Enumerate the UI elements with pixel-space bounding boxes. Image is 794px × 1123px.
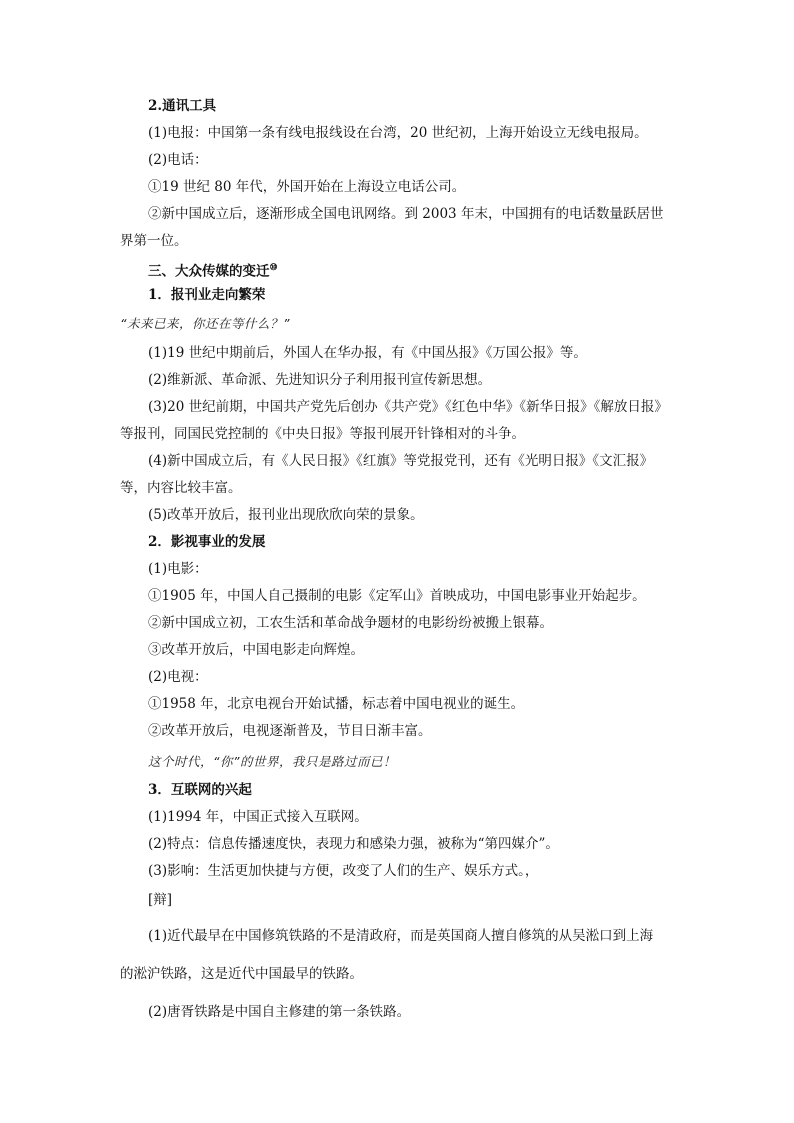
paragraph-debate-2: (2)唐胥铁路是中国自主修建的第一条铁路。 bbox=[148, 1004, 411, 1020]
subheading-internet: 3．互联网的兴起 bbox=[148, 782, 252, 798]
paragraph-news-3-cont: 等报刊，同国民党控制的《中央日报》等报刊展开针锋相对的斗争。 bbox=[120, 426, 525, 442]
section-heading-mass-media bbox=[148, 258, 704, 282]
handwritten-note-2: 这个时代，“你”的世界，我只是路过而已！ bbox=[148, 754, 396, 769]
paragraph-debate-1-cont: 的淞沪铁路，这是近代中国最早的铁路。 bbox=[120, 966, 363, 982]
section-heading-communication-tools: 2.通讯工具 bbox=[148, 98, 217, 114]
handwritten-note-1: “未来已来，你还在等什么？” bbox=[120, 316, 290, 331]
subheading-film-tv: 2．影视事业的发展 bbox=[148, 534, 266, 550]
paragraph-news-1: (1)19 世纪中期前后，外国人在华办报，有《中国丛报》《万国公报》等。 bbox=[148, 345, 587, 361]
paragraph-internet-1: (1)1994 年，中国正式接入互联网。 bbox=[148, 809, 368, 825]
paragraph-internet-2: (2)特点：信息传播速度快，表现力和感染力强，被称为“第四媒介”。 bbox=[148, 836, 559, 852]
paragraph-film-label: (1)电影： bbox=[148, 561, 208, 577]
paragraph-tv-2: ②改革开放后，电视逐渐普及，节目日渐丰富。 bbox=[148, 723, 432, 739]
paragraph-telegraph: (1)电报：中国第一条有线电报线设在台湾，20 世纪初，上海开始设立无线电报局。 bbox=[148, 125, 648, 141]
paragraph-telephone-2: ②新中国成立后，逐渐形成全国电讯网络。到 2003 年末，中国拥有的电话数量跃居世 bbox=[148, 206, 664, 222]
paragraph-tv-label: (2)电视： bbox=[148, 669, 208, 685]
paragraph-news-2: (2)维新派、革命派、先进知识分子利用报刊宣传新思想。 bbox=[148, 372, 492, 388]
paragraph-news-3: (3)20 世纪前期，中国共产党先后创办《共产党》《红色中华》《新华日报》《解放日报》 bbox=[148, 399, 668, 415]
paragraph-telephone-2-cont: 界第一位。 bbox=[120, 233, 188, 249]
paragraph-film-3: ③改革开放后，中国电影走向辉煌。 bbox=[148, 642, 364, 658]
footnote-marker-icon: ⑩ bbox=[269, 263, 278, 273]
paragraph-film-2: ②新中国成立初，工农生活和革命战争题材的电影纷纷被搬上银幕。 bbox=[148, 615, 553, 631]
paragraph-telephone-label: (2)电话： bbox=[148, 152, 208, 168]
debate-label: [辩] bbox=[148, 892, 173, 908]
subheading-newspapers: 1．报刊业走向繁荣 bbox=[148, 287, 266, 303]
paragraph-telephone-1: ①19 世纪 80 年代，外国开始在上海设立电话公司。 bbox=[148, 179, 466, 195]
paragraph-tv-1: ①1958 年，北京电视台开始试播，标志着中国电视业的诞生。 bbox=[148, 696, 525, 712]
section-heading-mass-media-text: 三、大众传媒的变迁 bbox=[148, 263, 270, 280]
paragraph-debate-1: (1)近代最早在中国修筑铁路的不是清政府，而是英国商人擅自修筑的从吴淞口到上海 bbox=[148, 928, 654, 944]
paragraph-news-5: (5)改革开放后，报刊业出现欣欣向荣的景象。 bbox=[148, 507, 424, 523]
paragraph-film-1: ①1905 年，中国人自己摄制的电影《定军山》首映成功，中国电影事业开始起步。 bbox=[148, 588, 646, 604]
paragraph-news-4: (4)新中国成立后，有《人民日报》《红旗》等党报党刊，还有《光明日报》《文汇报》 bbox=[148, 453, 654, 469]
paragraph-news-4-cont: 等，内容比较丰富。 bbox=[120, 480, 242, 496]
paragraph-internet-3: (3)影响：生活更加快捷与方便，改变了人们的生产、娱乐方式。， bbox=[148, 863, 539, 879]
